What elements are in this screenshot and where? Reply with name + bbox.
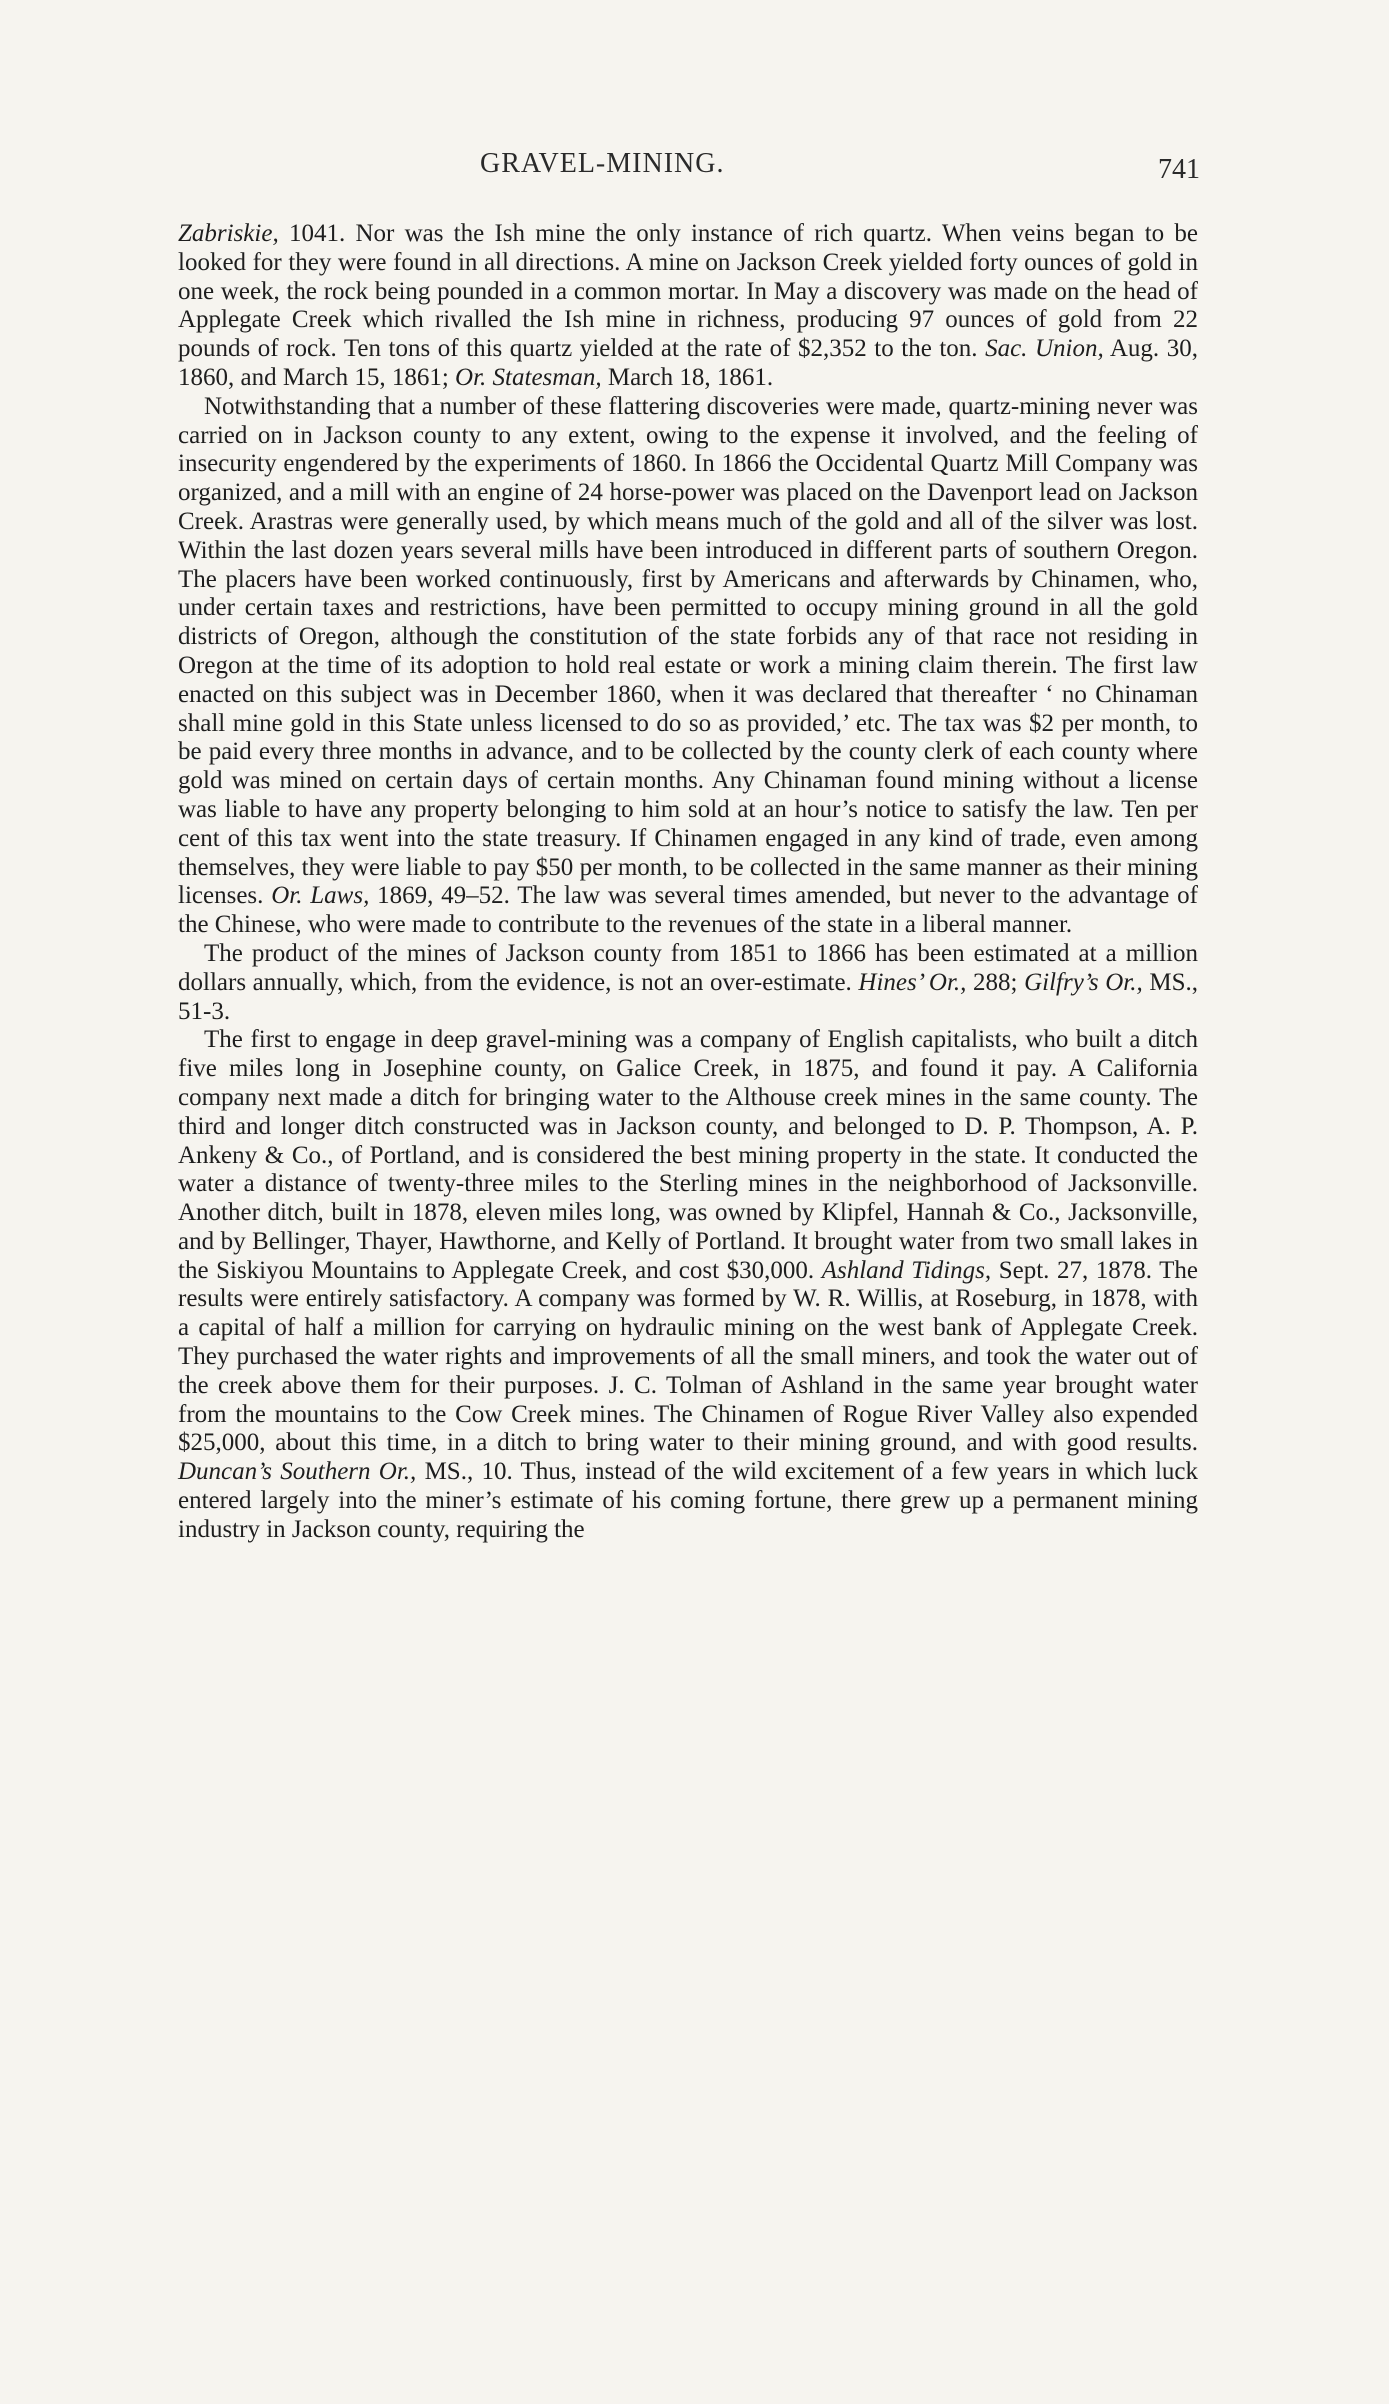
text-run: Notwithstanding that a number of these flattering discoveries were made, quartz-mining never was carried on in Jackson county to any extent, owing to the expense it involved, and the feeling of insecurity engendered by the experiments of 1860. In 1866 the Occidental Quartz Mill Company was organized, and a mill with an engine of 24 horse-power was placed on the Davenport lead on Jackson Creek. Arastras were generally used, by which means much of the gold and all of the silver was lost. Within the last dozen years several mills have been introduced in different parts of southern Oregon. The placers have been worked continuously, first by Americans and afterwards by Chinamen, who, under certain taxes and restrictions, have been permitted to occupy mining ground in all the gold districts of Oregon, although the constitution of the state forbids any of that race not residing in Oregon at the time of its adoption to hold real estate or work a mining claim therein. The first law enacted on this subject was in December 1860, when it was declared that thereafter ‘ no Chinaman shall mine gold in this State unless licensed to do so as provided,’ etc. The tax was $2 per month, to be paid every three months in advance, and to be collected by the county clerk of each county where gold was mined on certain days of certain months. Any Chinaman found mining without a license was liable to have any property belonging to him sold at an hour’s notice to satisfy the law. Ten per cent of this tax went into the state treasury. If Chinamen engaged in any kind of trade, even among themselves, they were liable to pay $50 per month, to be collected in the same manner as their mining licenses.	[178, 392, 1198, 910]
page-header	[480, 148, 1200, 188]
text-run: MS., 51-3.	[178, 968, 1198, 1025]
citation-text: Gilfry’s Or.,	[1024, 968, 1143, 996]
text-run: March 18, 1861.	[601, 363, 774, 391]
citation-text: Or. Laws,	[271, 882, 370, 910]
body-text	[178, 220, 1198, 1545]
paragraph	[178, 220, 1198, 393]
paragraph	[178, 940, 1198, 1026]
text-run: 288;	[966, 968, 1025, 996]
citation-text: Zabriskie,	[178, 220, 279, 247]
running-head: GRAVEL-MINING.	[480, 148, 725, 179]
text-run: 1869, 49–52. The law was several times amended, but never to the advantage of the Chinese, who were made to contribute to the revenues of the state in a liberal manner.	[178, 882, 1198, 939]
citation-text: Ashland Tidings,	[821, 1256, 992, 1284]
text-run: 1041. Nor was the Ish mine the only instance of rich quartz. When veins began to be looked for they were found in all directions. A mine on Jackson Creek yielded forty ounces of gold in one week, the rock being pounded in a common mortar. In May a discovery was made on the head of Applegate Creek which rivalled the Ish mine in richness, producing 97 ounces of gold from 22 pounds of rock. Ten tons of this quartz yielded at the rate of $2,352 to the ton.	[178, 220, 1198, 363]
citation-text: Or. Statesman,	[455, 363, 602, 391]
text-run: The product of the mines of Jackson county from 1851 to 1866 has been estimated at a million dollars annually, which, from the evidence, is not an over-estimate.	[178, 939, 1198, 996]
text-run: The first to engage in deep gravel-mining was a company of English capitalists, who built a ditch five miles long in Josephine county, on Galice Creek, in 1875, and found it pay. A California company next made a ditch for bringing water to the Althouse creek mines in the same county. The third and longer ditch constructed was in Jackson county, and belonged to D. P. Thompson, A. P. Ankeny & Co., of Portland, and is considered the best mining property in the state. It conducted the water a distance of twenty-three miles to the Sterling mines in the neighborhood of Jacksonville. Another ditch, built in 1878, eleven miles long, was owned by Klipfel, Hannah & Co., Jacksonville, and by Bellinger, Thayer, Hawthorne, and Kelly of Portland. It brought water from two small lakes in the Siskiyou Mountains to Applegate Creek, and cost $30,000.	[178, 1026, 1198, 1284]
page-number: 741	[1158, 154, 1200, 185]
paragraph	[178, 393, 1198, 940]
text-run: Aug. 30, 1860, and March 15, 1861;	[178, 335, 1198, 391]
citation-text: Hines’ Or.,	[858, 968, 967, 996]
paragraph	[178, 1026, 1198, 1544]
text-run: MS., 10. Thus, instead of the wild excitement of a few years in which luck entered largely into the miner’s estimate of his coming fortune, there grew up a permanent mining industry in Jackson county, requiring the	[178, 1458, 1199, 1543]
citation-text: Duncan’s Southern Or.,	[178, 1458, 417, 1486]
text-run: Sept. 27, 1878. The results were entirely satisfactory. A company was formed by W. R. Willis, at Roseburg, in 1878, with a capital of half a million for carrying on hydraulic mining on the west bank of Applegate Creek. They purchased the water rights and improvements of all the small miners, and took the water out of the creek above them for their purposes. J. C. Tolman of Ashland in the same year brought water from the mountains to the Cow Creek mines. The Chinamen of Rogue River Valley also expended $25,000, about this time, in a ditch to bring water to their mining ground, and with good results.	[178, 1256, 1198, 1457]
citation-text: Sac. Union,	[985, 335, 1104, 363]
